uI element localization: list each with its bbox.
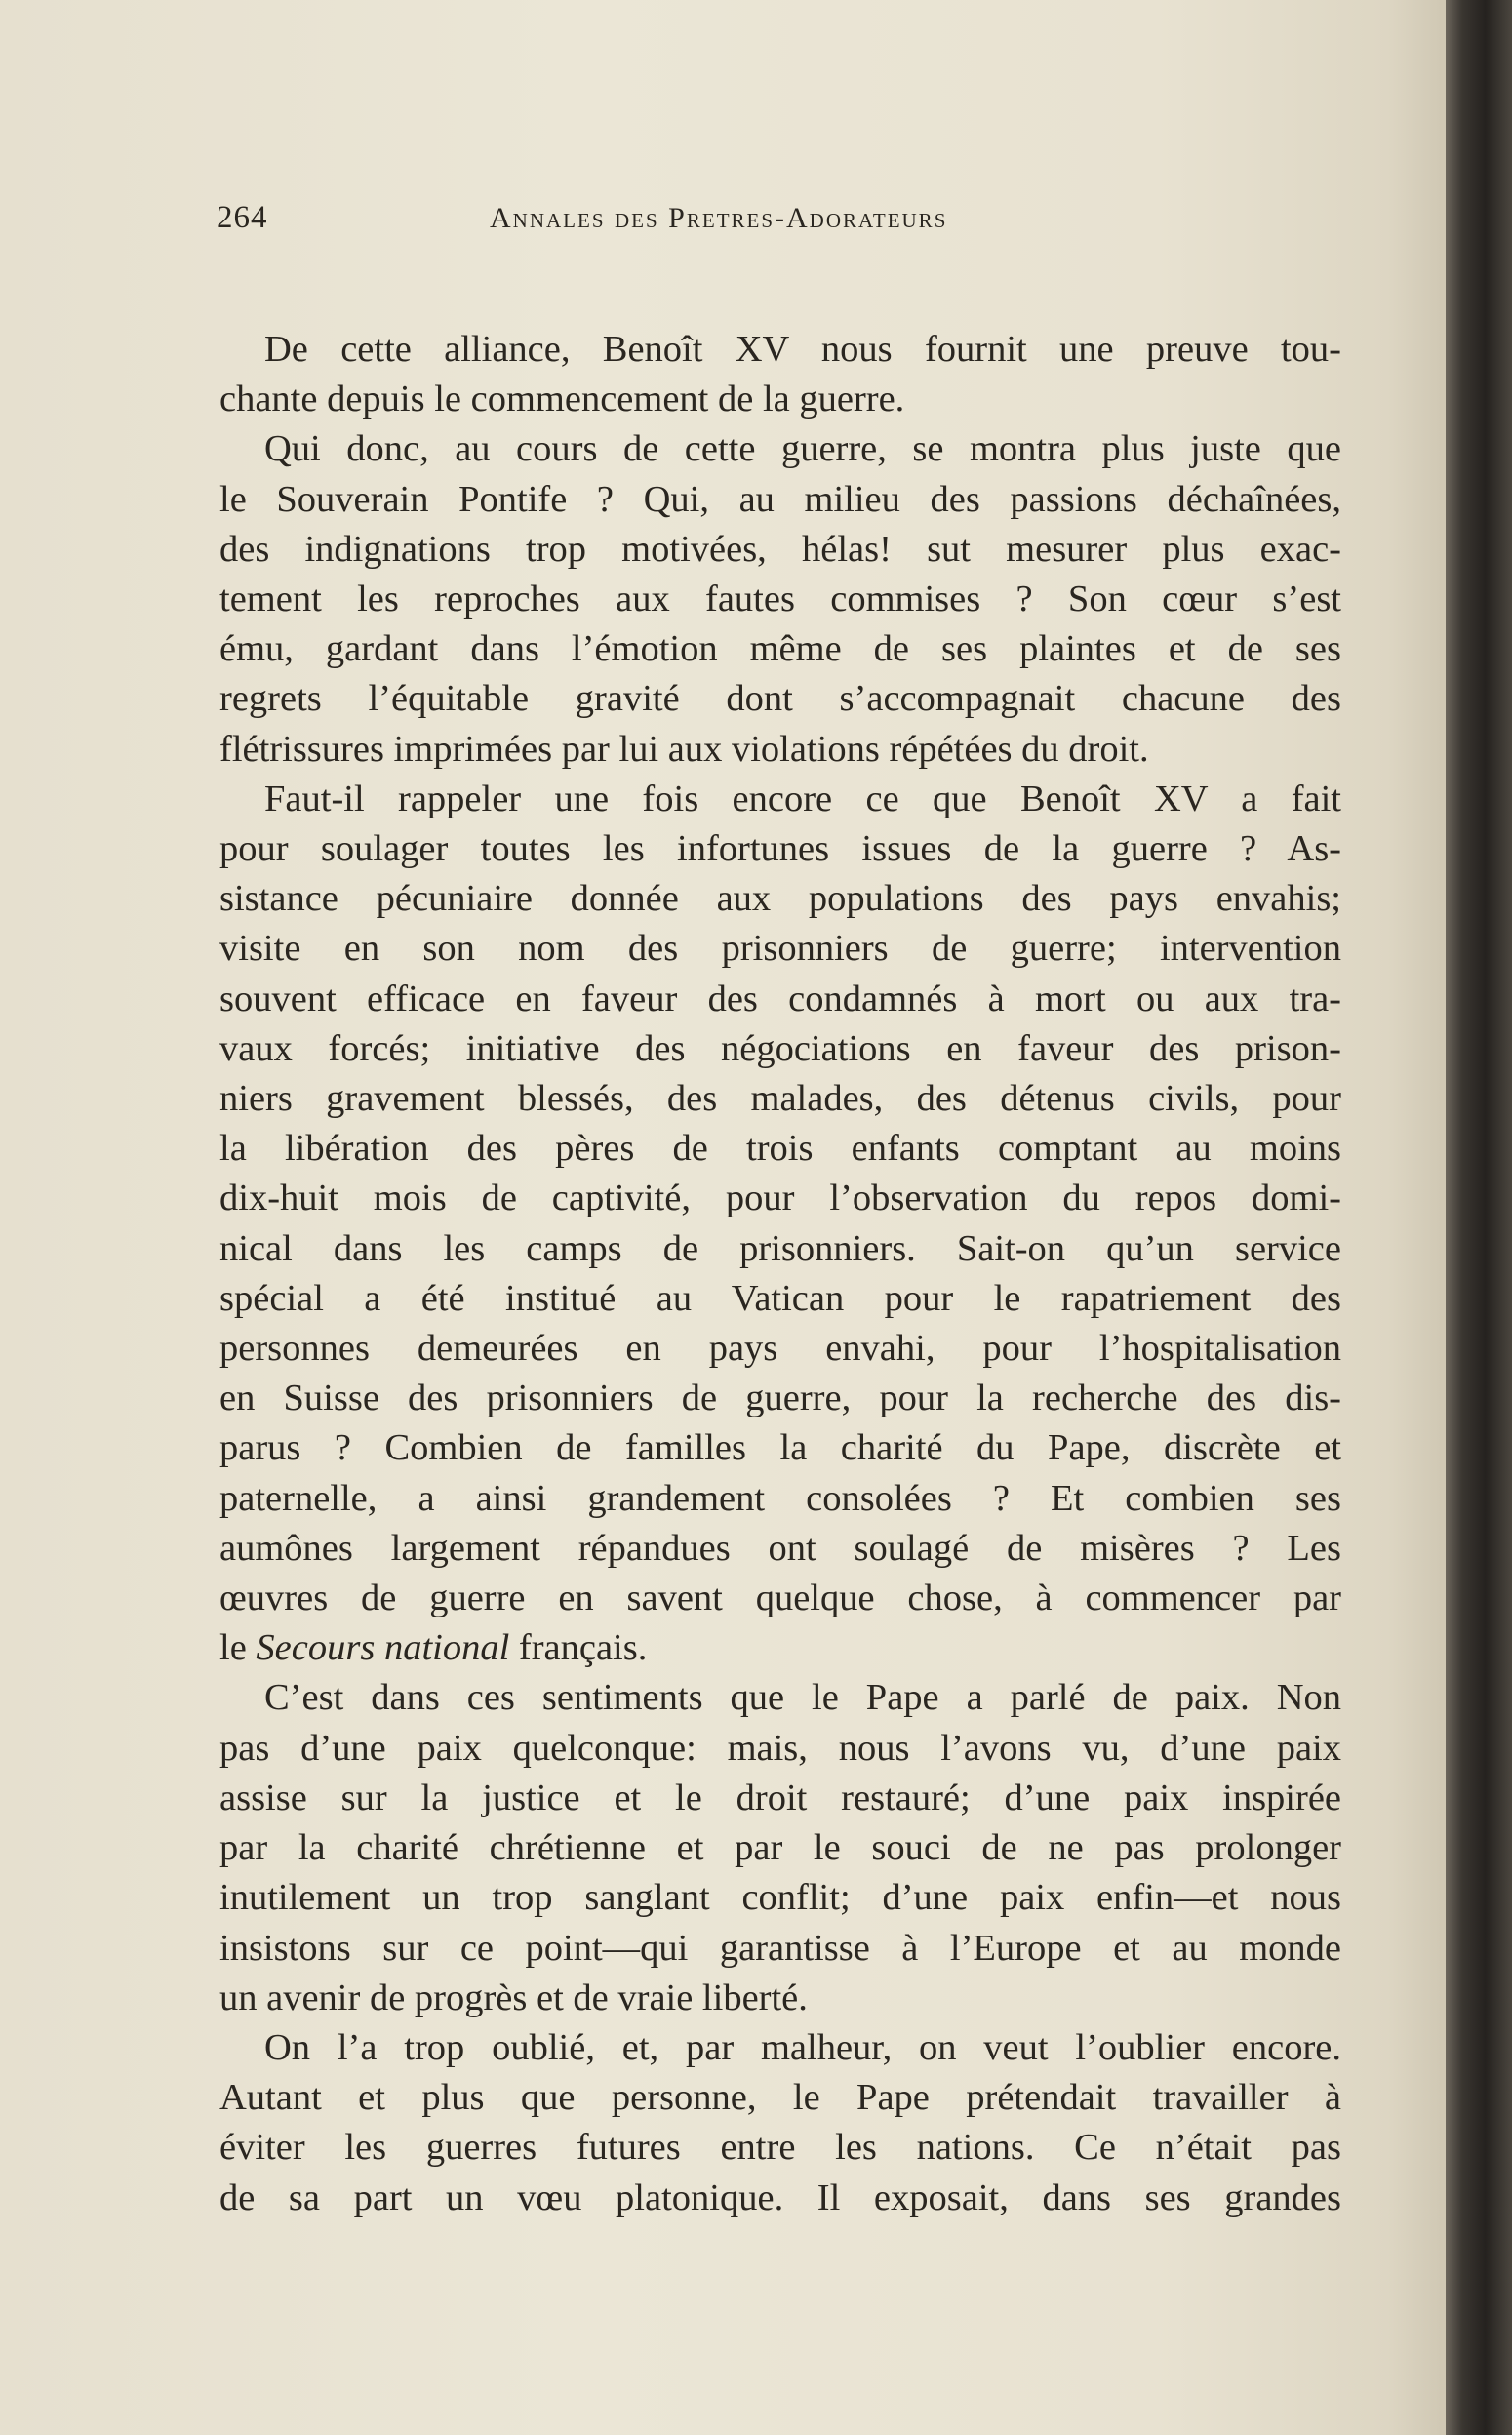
text-line: De cette alliance, Benoît XV nous fournit une preuve tou- — [264, 329, 1341, 370]
text-line: en Suisse des prisonniers de guerre, pour la recherche des dis- — [219, 1377, 1341, 1419]
text-line: œuvres de guerre en savent quelque chose, à commencer par — [219, 1577, 1341, 1619]
text-line: paternelle, a ainsi grandement consolées ? Et combien ses — [219, 1477, 1341, 1519]
text-line: dix-huit mois de captivité, pour l’observation du repos domi- — [219, 1178, 1341, 1219]
text-line: C’est dans ces sentiments que le Pape a parlé de paix. Non — [264, 1677, 1341, 1719]
text-line: Autant et plus que personne, le Pape prétendait travailler à — [219, 2077, 1341, 2119]
book-binding-edge — [1446, 0, 1512, 2435]
text-line: ému, gardant dans l’émotion même de ses plaintes et de ses — [219, 628, 1341, 670]
text-line: niers gravement blessés, des malades, des détenus civils, pour — [219, 1078, 1341, 1120]
paragraph-2 — [219, 424, 1341, 774]
paragraph-3 — [219, 775, 1341, 1674]
text-line: spécial a été institué au Vatican pour le rapatriement des — [219, 1277, 1341, 1319]
text-line — [219, 1623, 1341, 1673]
text-line: éviter les guerres futures entre les nations. Ce n’était pas — [219, 2127, 1341, 2169]
running-head: Annales des Pretres-Adorateurs — [490, 202, 948, 234]
text-line: assise sur la justice et le droit restauré; d’une paix inspirée — [219, 1776, 1341, 1818]
text-line: le Souverain Pontife ? Qui, au milieu des passions déchaînées, — [219, 478, 1341, 520]
text-line: visite en son nom des prisonniers de guerre; intervention — [219, 928, 1341, 970]
italic-title: Secours national — [256, 1627, 510, 1669]
text-line: souvent efficace en faveur des condamnés à mort ou aux tra- — [219, 978, 1341, 1019]
text-line: parus ? Combien de familles la charité du Pape, discrète et — [219, 1427, 1341, 1469]
text-line: insistons sur ce point—qui garantisse à l’Europe et au monde — [219, 1927, 1341, 1969]
text-line: inutilement un trop sanglant conflit; d’une paix enfin—et nous — [219, 1877, 1341, 1919]
text-line: nical dans les camps de prisonniers. Sait-on qu’un service — [219, 1227, 1341, 1269]
text-line: tement les reproches aux fautes commises ? Son cœur s’est — [219, 579, 1341, 620]
page-header — [217, 200, 1055, 249]
text-line: par la charité chrétienne et par le souci de ne pas prolonger — [219, 1827, 1341, 1869]
text-line: de sa part un vœu platonique. Il exposait, dans ses grandes — [219, 2176, 1341, 2218]
text-line: pour soulager toutes les infortunes issues de la guerre ? As- — [219, 828, 1341, 870]
text-line: personnes demeurées en pays envahi, pour l’hospitalisation — [219, 1328, 1341, 1370]
text-line: vaux forcés; initiative des négociations en faveur des prison- — [219, 1027, 1341, 1069]
text-line: Qui donc, au cours de cette guerre, se montra plus juste que — [264, 428, 1341, 470]
text-line: sistance pécuniaire donnée aux populations des pays envahis; — [219, 878, 1341, 920]
text-line: aumônes largement répandues ont soulagé de misères ? Les — [219, 1527, 1341, 1569]
text-line: des indignations trop motivées, hélas! sut mesurer plus exac- — [219, 528, 1341, 570]
text-line: On l’a trop oublié, et, par malheur, on veut l’oublier encore. — [264, 2026, 1341, 2068]
page-number: 264 — [217, 200, 268, 235]
body-text — [219, 325, 1341, 2223]
text-line: chante depuis le commencement de la guerre. — [219, 379, 905, 420]
text-line: un avenir de progrès et de vraie liberté. — [219, 1976, 808, 2018]
text-line: la libération des pères de trois enfants comptant au moins — [219, 1128, 1341, 1170]
text-line: flétrissures imprimées par lui aux violations répétées du droit. — [219, 728, 1149, 770]
paragraph-5 — [219, 2023, 1341, 2223]
text-fragment: le — [219, 1627, 257, 1669]
text-fragment: français. — [509, 1627, 648, 1669]
text-line: pas d’une paix quelconque: mais, nous l’avons vu, d’une paix — [219, 1727, 1341, 1769]
text-line: regrets l’équitable gravité dont s’accompagnait chacune des — [219, 678, 1341, 720]
text-line: Faut-il rappeler une fois encore ce que Benoît XV a fait — [264, 778, 1341, 819]
paragraph-4 — [219, 1673, 1341, 2022]
paragraph-1 — [219, 325, 1341, 424]
